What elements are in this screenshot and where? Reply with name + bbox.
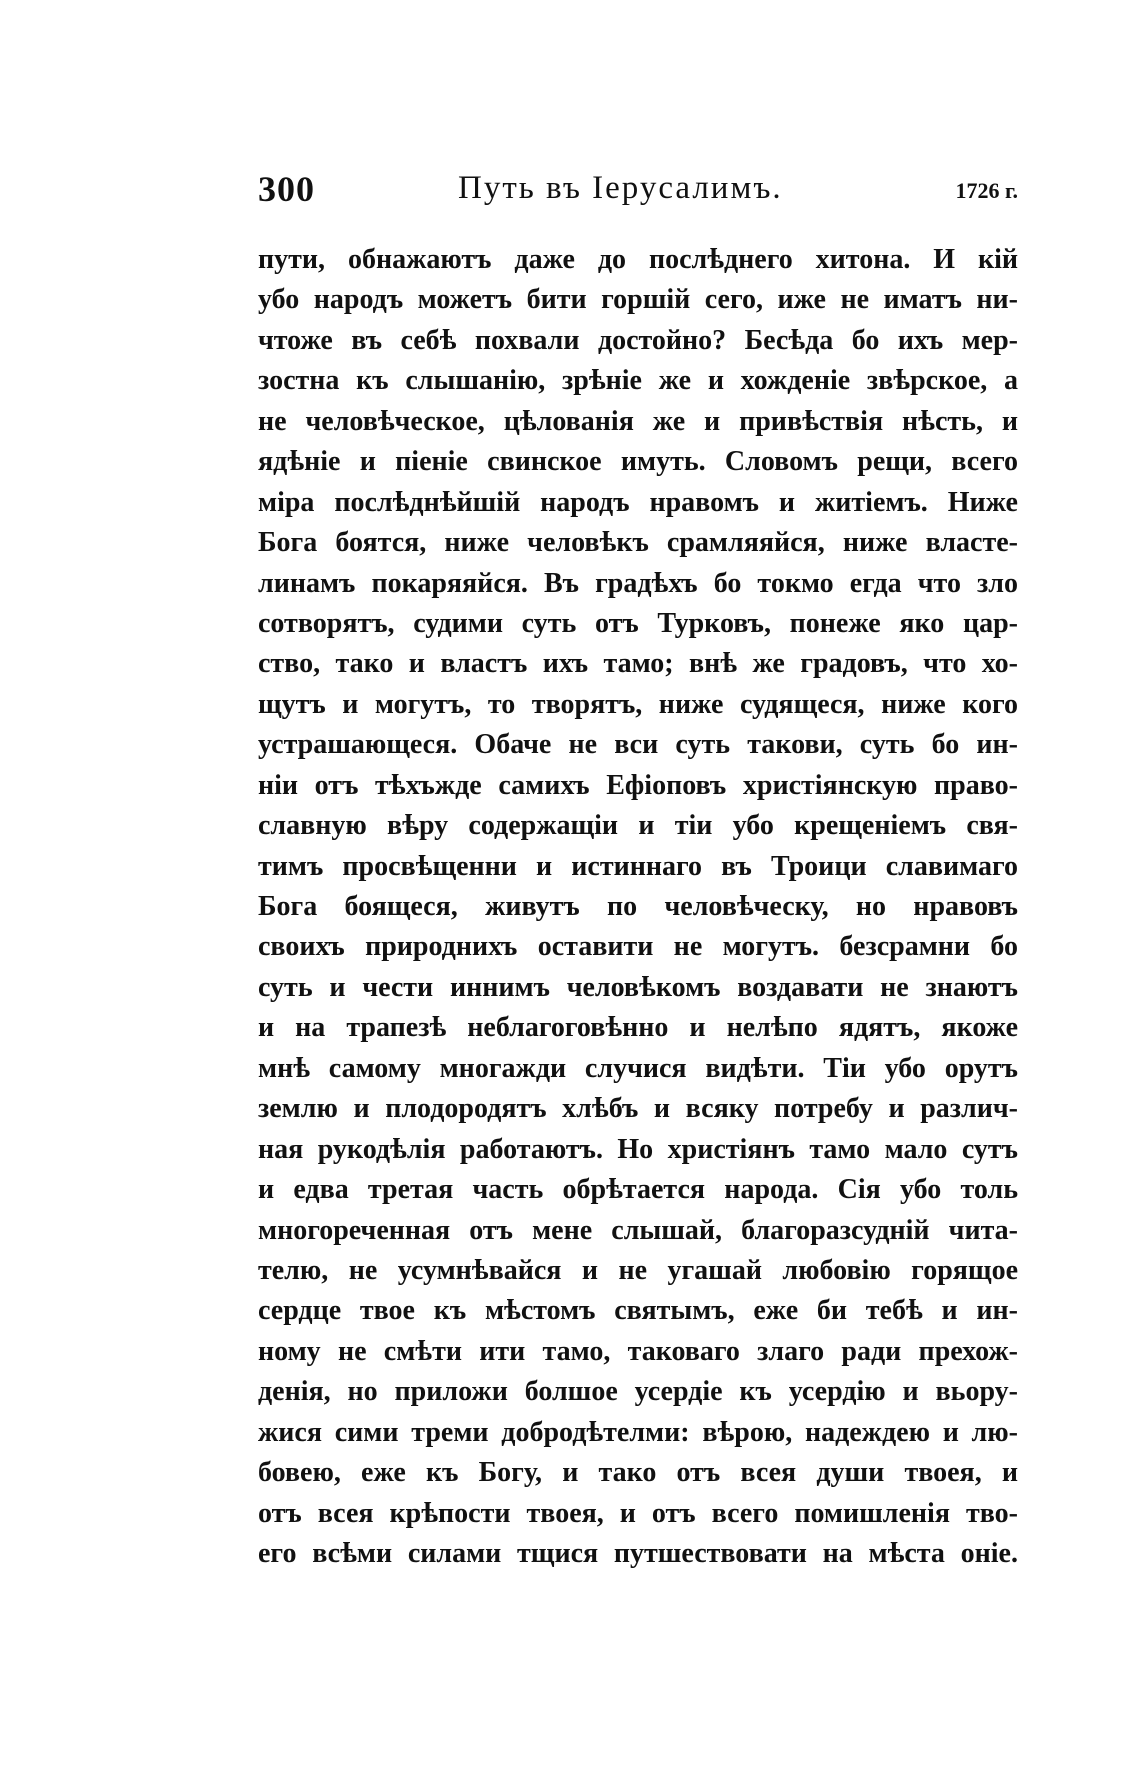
text-line: устрашающеся. Обаче не вси суть такови, суть бо ин- <box>258 729 1018 761</box>
text-line: зостна къ слышанію, зрѣніе же и хожденіе звѣрское, а <box>258 365 1018 397</box>
text-line: щутъ и могутъ, то творятъ, ниже судящеся, ниже кого <box>258 688 1018 720</box>
text-line: ніи отъ тѣхъжде самихъ Ефіоповъ христіянскую право- <box>258 769 1018 801</box>
text-line: землю и плодородятъ хлѣбъ и всяку потребу и различ- <box>258 1093 1018 1125</box>
text-line: линамъ покаряяйся. Въ градѣхъ бо токмо егда что зло <box>258 567 1018 599</box>
text-line: жися сими треми добродѣтелми: вѣрою, надеждею и лю- <box>258 1416 1018 1448</box>
running-title: Путь въ Іерусалимъ. <box>458 170 783 206</box>
text-line: отъ всея крѣпости твоея, и отъ всего помишленія тво- <box>258 1497 1018 1529</box>
text-line: пути, обнажаютъ даже до послѣднего хитона. И кій <box>258 244 1018 275</box>
text-line: ядѣніе и піеніе свинское имуть. Словомъ рещи, всего <box>258 446 1018 478</box>
text-line: не человѣческое, цѣлованія же и привѣствія нѣсть, и <box>258 405 1018 437</box>
text-line: Бога боящеся, живутъ по человѣческу, но нравовъ <box>258 891 1018 922</box>
text-line: убо народъ можетъ бити горшій сего, иже не иматъ ни- <box>258 284 1018 316</box>
text-line: сердце твое къ мѣстомъ святымъ, еже би тебѣ и ин- <box>258 1295 1018 1327</box>
text-line: многореченная отъ мене слышай, благоразсудній чита- <box>258 1214 1018 1246</box>
text-line: мнѣ самому многажди случися видѣти. Тіи убо орутъ <box>258 1052 1018 1084</box>
text-line: ство, тако и властъ ихъ тамо; внѣ же градовъ, что хо- <box>258 648 1018 680</box>
body-text <box>258 240 1018 1574</box>
text-line: суть и чести иннимъ человѣкомъ воздавати не знаютъ <box>258 971 1018 1003</box>
text-line: славную вѣру содержащіи и тіи убо крещеніемъ свя- <box>258 810 1018 842</box>
text-line: тимъ просвѣщенни и истиннаго въ Троици славимаго <box>258 850 1018 882</box>
text-line: міра послѣднѣйшій народъ нравомъ и житіемъ. Ниже <box>258 486 1018 518</box>
text-line: ному не смѣти ити тамо, таковаго злаго ради прехож- <box>258 1335 1018 1367</box>
text-line: чтоже въ себѣ похвали достойно? Бесѣда бо ихъ мер- <box>258 324 1018 356</box>
page-header <box>258 168 1018 214</box>
text-line: своихъ природнихъ оставити не могутъ. безсрамни бо <box>258 931 1018 963</box>
text-line: ная рукодѣлія работаютъ. Но христіянъ тамо мало сутъ <box>258 1133 1018 1165</box>
text-line: и едва третая часть обрѣтается народа. Сія убо толь <box>258 1174 1018 1206</box>
text-line: сотворятъ, судими суть отъ Турковъ, понеже яко цар- <box>258 607 1018 639</box>
text-line: Бога боятся, ниже человѣкъ срамляяйся, ниже власте- <box>258 527 1018 559</box>
text-line: бовею, еже къ Богу, и тако отъ всея души твоея, и <box>258 1457 1018 1489</box>
text-line: телю, не усумнѣвайся и не угашай любовію горящое <box>258 1254 1018 1286</box>
page-number: 300 <box>258 169 315 209</box>
text-line: денія, но приложи болшое усердіе къ усердію и вьору- <box>258 1376 1018 1408</box>
text-line: его всѣми силами тщися путшествовати на мѣста оніе. <box>258 1538 1018 1569</box>
text-line: и на трапезѣ неблагоговѣнно и нелѣпо ядятъ, якоже <box>258 1012 1018 1044</box>
year-label: 1726 г. <box>955 178 1018 203</box>
